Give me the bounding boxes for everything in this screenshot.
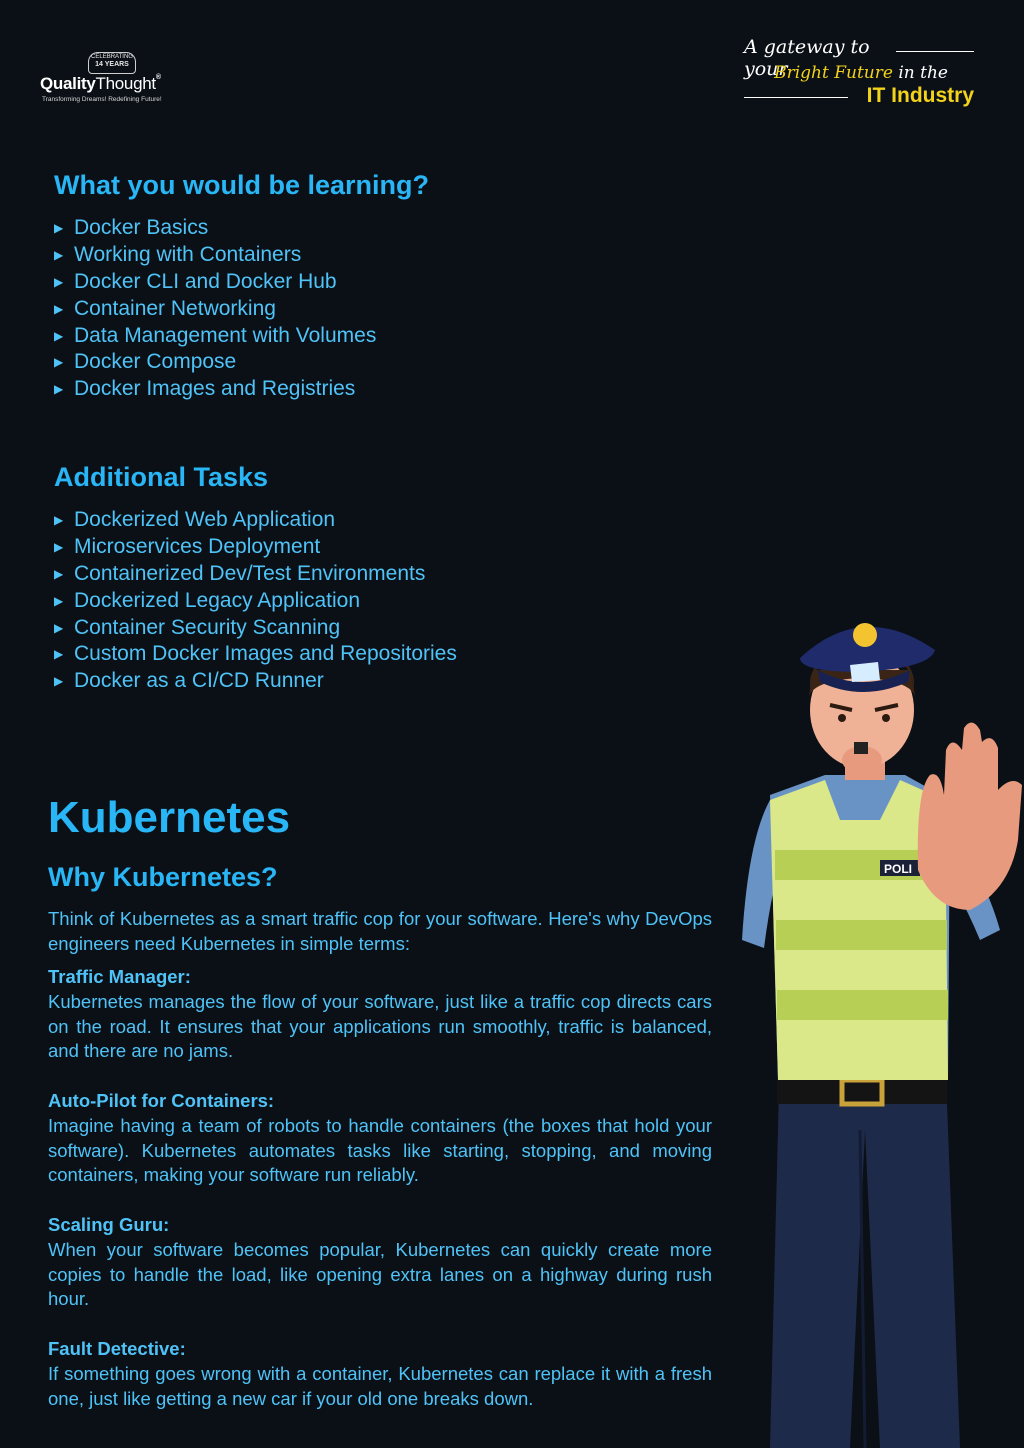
bullet-triangle-icon: ▶ [54, 274, 64, 289]
learning-item [54, 349, 376, 376]
learning-item [54, 269, 376, 296]
bullet-triangle-icon: ▶ [54, 328, 64, 343]
learning-list [54, 215, 376, 403]
bullet-triangle-icon: ▶ [54, 566, 64, 581]
bullet-triangle-icon: ▶ [54, 539, 64, 554]
learning-heading: What you would be learning? [54, 170, 429, 200]
badge-years-text: 14 YEARS [95, 61, 129, 68]
tasks-item-label: Dockerized Legacy Application [74, 588, 361, 612]
vest-label: POLI [884, 862, 913, 876]
tasks-item-label: Dockerized Web Application [74, 508, 336, 531]
tasks-item [54, 507, 457, 534]
point-auto-pilot [48, 1089, 712, 1188]
learning-item-label: Docker Images and Registries [74, 377, 356, 401]
point-heading: Scaling Guru: [48, 1214, 170, 1235]
brand-name-bold: Quality [40, 74, 96, 93]
slogan-in-the: in the [892, 63, 948, 83]
kubernetes-title: Kubernetes [48, 793, 291, 842]
bullet-triangle-icon: ▶ [54, 674, 64, 689]
learning-item [54, 296, 376, 323]
learning-item-label: Container Networking [74, 296, 276, 320]
badge-top-text: CELEBRATING [91, 54, 133, 60]
learning-item [54, 242, 376, 269]
point-body: When your software becomes popular, Kubernetes can quickly create more copies to handle the load, like opening extra lanes on a highway during rush hour. [48, 1238, 712, 1310]
point-heading: Auto-Pilot for Containers: [48, 1090, 275, 1111]
tasks-item-label: Microservices Deployment [74, 534, 321, 558]
slogan-bright-future: Bright Future [774, 63, 893, 83]
tasks-list [54, 507, 457, 695]
bullet-triangle-icon: ▶ [54, 513, 64, 527]
brand-logo [40, 52, 190, 108]
tasks-item-label: Container Security Scanning [74, 615, 341, 639]
kubernetes-subtitle: Why Kubernetes? [48, 862, 278, 892]
bullet-triangle-icon: ▶ [54, 301, 64, 316]
point-body: Imagine having a team of robots to handle containers (the boxes that hold your software). Kubernetes automates tasks like starting, stopping, and moving containers, making your software run reliably. [48, 1114, 712, 1186]
tasks-item [54, 615, 457, 642]
tasks-item [54, 588, 457, 615]
anniversary-badge [88, 52, 136, 74]
tasks-heading: Additional Tasks [54, 462, 269, 492]
slogan-line-2 [774, 63, 948, 83]
learning-item [54, 323, 376, 350]
tasks-item-label: Custom Docker Images and Repositories [74, 642, 457, 666]
slogan-line-3: IT Industry [866, 84, 974, 107]
bullet-triangle-icon: ▶ [54, 647, 64, 662]
learning-item-label: Docker CLI and Docker Hub [74, 269, 337, 293]
bullet-triangle-icon: ▶ [54, 382, 64, 397]
point-body: Kubernetes manages the flow of your software, just like a traffic cop directs cars on the road. It ensures that your applications run smoothly, traffic is balanced, and there are no jams. [48, 990, 712, 1062]
traffic-cop-illustration [730, 610, 1024, 1448]
learning-item-label: Docker Basics [74, 216, 209, 239]
point-heading: Traffic Manager: [48, 966, 191, 987]
tasks-item [54, 534, 457, 561]
tasks-item [54, 641, 457, 668]
learning-item-label: Docker Compose [74, 350, 237, 374]
tasks-item [54, 668, 457, 695]
point-traffic-manager [48, 965, 712, 1064]
brand-name [40, 74, 161, 94]
tasks-item-label: Docker as a CI/CD Runner [74, 669, 324, 693]
slogan-rule-1 [896, 51, 974, 52]
slogan-rule-2 [744, 97, 848, 98]
learning-item [54, 215, 376, 242]
bullet-triangle-icon: ▶ [54, 247, 64, 262]
bullet-triangle-icon: ▶ [54, 593, 64, 608]
bullet-triangle-icon: ▶ [54, 355, 64, 370]
point-heading: Fault Detective: [48, 1338, 186, 1359]
bullet-triangle-icon: ▶ [54, 620, 64, 635]
tasks-item-label: Containerized Dev/Test Environments [74, 561, 426, 585]
learning-item-label: Working with Containers [74, 242, 302, 266]
slogan-line-1: A gateway to your [744, 36, 870, 80]
tasks-item [54, 561, 457, 588]
point-body: If something goes wrong with a container, Kubernetes can replace it with a fresh one, just like getting a new car if your old one breaks down. [48, 1362, 712, 1409]
bullet-triangle-icon: ▶ [54, 221, 64, 235]
kubernetes-intro: Think of Kubernetes as a smart traffic cop for your software. Here's why DevOps engineers need Kubernetes in simple terms: [48, 908, 712, 954]
point-scaling-guru [48, 1213, 712, 1312]
brand-name-light: Thought [95, 74, 156, 93]
brand-tagline: Transforming Dreams! Redefining Future! [42, 96, 162, 103]
slogan [744, 36, 974, 112]
registered-mark: ® [155, 74, 161, 81]
learning-item [54, 376, 376, 403]
learning-item-label: Data Management with Volumes [74, 323, 377, 347]
point-fault-detective [48, 1337, 712, 1411]
